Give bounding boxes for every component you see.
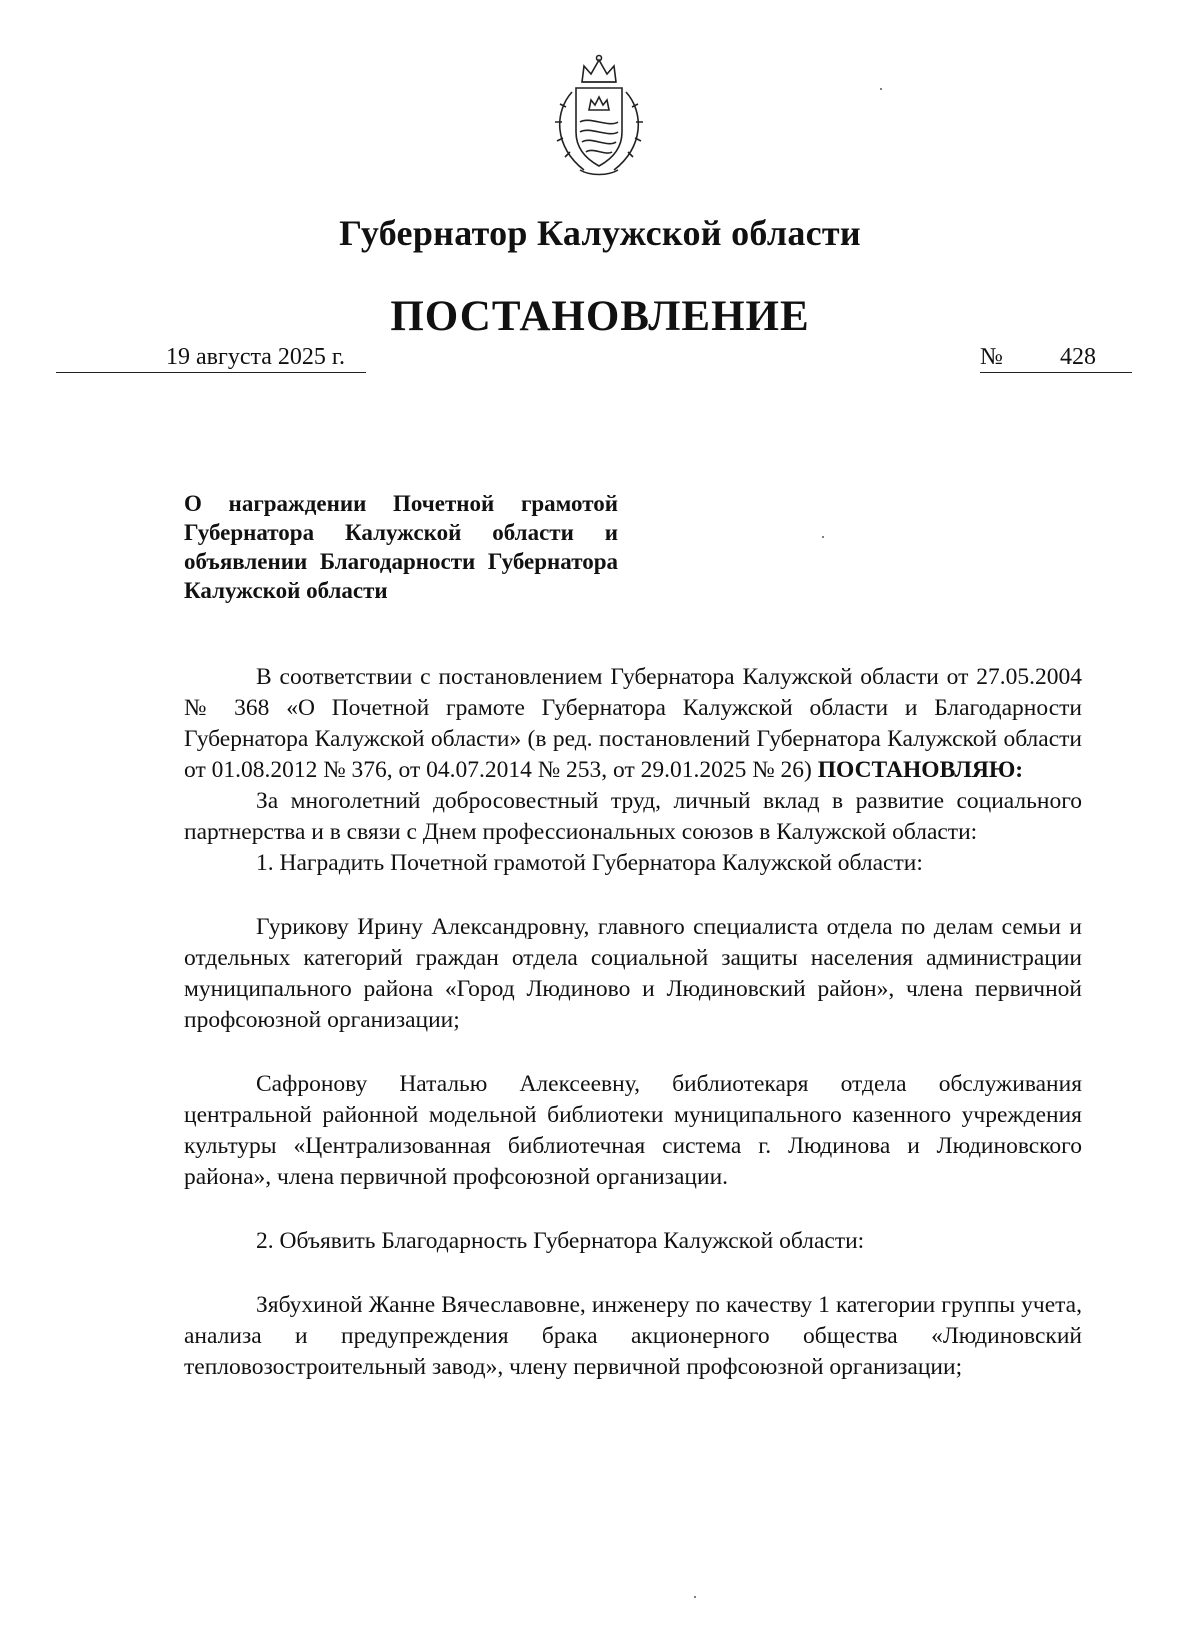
- reason-paragraph: За многолетний добросовестный труд, личный вклад в развитие социального партнерства и в связи с Днем профессиональных союзов в Калужской области:: [184, 788, 1082, 845]
- issuer-title: Губернатор Калужской области: [339, 213, 861, 253]
- scan-speck: [694, 1596, 696, 1598]
- item1-person1: Гурикову Ирину Александровну, главного специалиста отдела по делам семьи и отдельных категорий граждан отдела социальной защиты населения администрации муниципального района «Город Людиново и Людиновский район», члена первичной профсоюзной организации;: [184, 914, 1082, 1033]
- coat-of-arms-icon: [544, 52, 654, 180]
- document-date: 19 августа 2025 г.: [166, 344, 346, 370]
- number-label: №: [980, 344, 1003, 370]
- item2-heading: 2. Объявить Благодарность Губернатора Калужской области:: [256, 1228, 865, 1254]
- preamble-text: В соответствии с постановлением Губернатора Калужской области от 27.05.2004 № 368 «О Почетной грамоте Губернатора Калужской области и Благодарности Губернатора Калужской области» (в ред. постановлений Губернатора Калужской области от 01.08.2012 № 376, от 04.07.2014 № 253, от 29.01.2025 № 26): [184, 664, 1082, 783]
- scan-speck: [822, 536, 824, 538]
- preamble-paragraph: [184, 662, 1082, 786]
- document-type-title: ПОСТАНОВЛЕНИЕ: [390, 293, 810, 340]
- document-subject: О награждении Почетной грамотой Губернатора Калужской области и объявлении Благодарности Губернатора Калужской области: [184, 491, 618, 603]
- item1-person2: Сафронову Наталью Алексеевну, библиотекаря отдела обслуживания центральной районной модельной библиотеки муниципального казенного учреждения культуры «Централизованная библиотечная система г. Людинова и Людиновского района», члена первичной профсоюзной организации.: [184, 1071, 1082, 1190]
- scan-speck: [880, 88, 882, 90]
- item2-person1: Зябухиной Жанне Вячеславовне, инженеру по качеству 1 категории группы учета, анализа и предупреждения брака акционерного общества «Людиновский тепловозостроительный завод», члену первичной профсоюзной организации;: [184, 1292, 1082, 1380]
- item1-heading: 1. Наградить Почетной грамотой Губернатора Калужской области:: [256, 850, 923, 876]
- decree-word: ПОСТАНОВЛЯЮ:: [817, 757, 1024, 783]
- document-body: [184, 662, 1082, 1383]
- date-underline: [56, 372, 366, 373]
- document-number: 428: [1060, 344, 1096, 370]
- number-underline: [980, 372, 1132, 373]
